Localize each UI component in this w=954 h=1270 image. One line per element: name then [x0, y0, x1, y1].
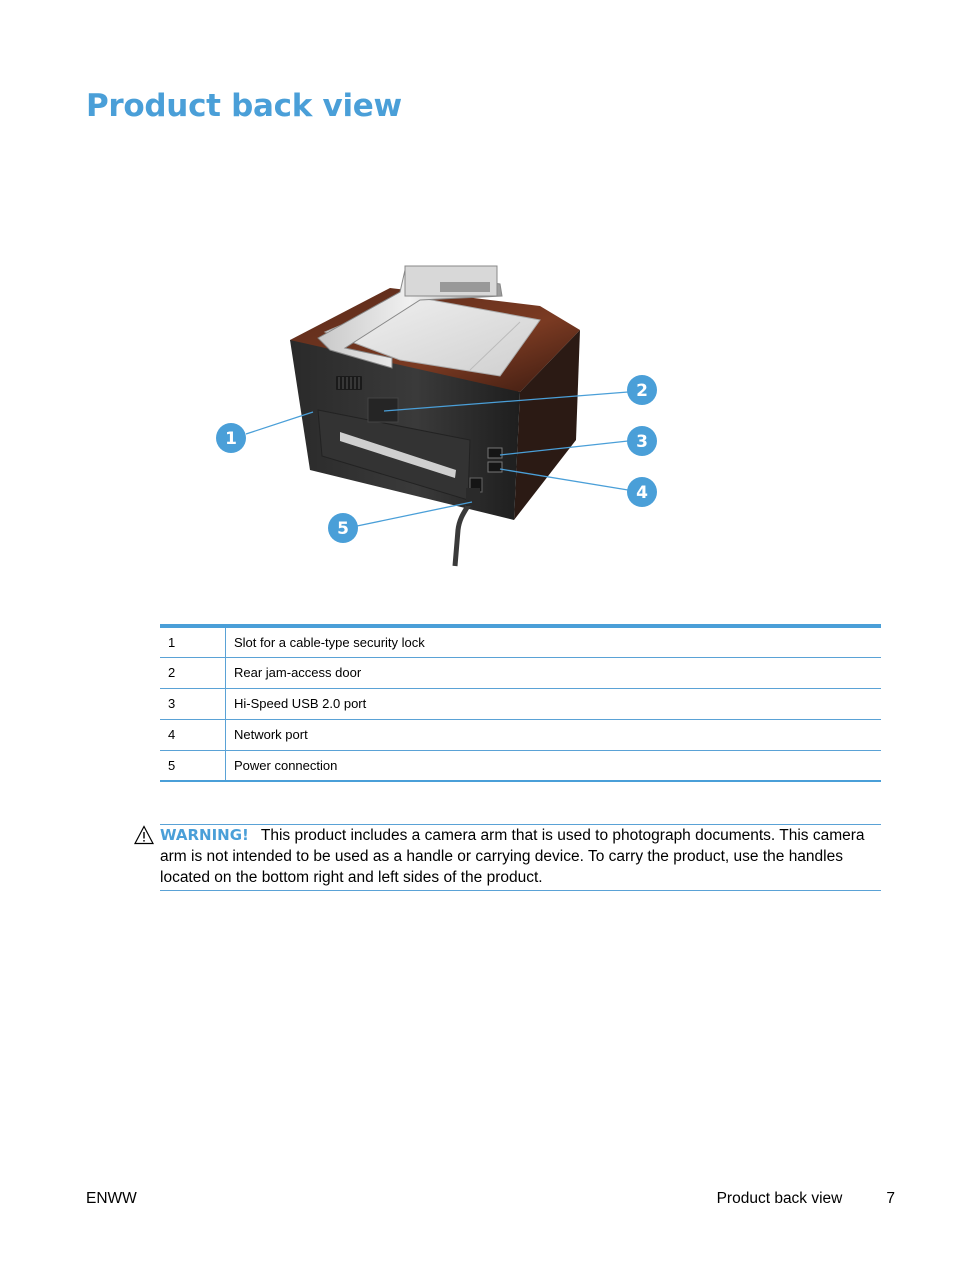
svg-text:2: 2 — [636, 381, 648, 401]
footer-right — [717, 1190, 895, 1208]
table-row — [160, 688, 881, 719]
page-number: 7 — [886, 1190, 895, 1207]
warning-note — [160, 824, 881, 891]
table-row — [160, 750, 881, 781]
svg-text:1: 1 — [225, 429, 237, 449]
part-description: Network port — [226, 719, 882, 750]
footer-left: ENWW — [86, 1190, 137, 1207]
callout-1 — [216, 423, 246, 453]
warning-text: This product includes a camera arm that is used to photograph documents. This camera arm is not intended to be used as a handle or carrying device. To carry the product, use the handles located on the bottom right and left sides of the product. — [160, 827, 865, 886]
callout-2 — [627, 375, 657, 405]
leader-line-5 — [357, 502, 472, 526]
table-row — [160, 657, 881, 688]
part-number: 5 — [160, 750, 226, 781]
part-description: Slot for a cable-type security lock — [226, 626, 882, 657]
part-number: 1 — [160, 626, 226, 657]
part-description: Rear jam-access door — [226, 657, 882, 688]
svg-text:5: 5 — [337, 519, 349, 539]
part-description: Power connection — [226, 750, 882, 781]
warning-label: WARNING! — [160, 826, 249, 844]
part-number: 2 — [160, 657, 226, 688]
footer-section: Product back view — [716, 1190, 843, 1207]
printer-back-illustration — [0, 0, 954, 620]
part-description: Hi-Speed USB 2.0 port — [226, 688, 882, 719]
callout-5 — [328, 513, 358, 543]
svg-text:4: 4 — [636, 483, 648, 503]
table-row — [160, 626, 881, 657]
part-number: 3 — [160, 688, 226, 719]
table-row — [160, 719, 881, 750]
callout-4 — [627, 477, 657, 507]
part-number: 4 — [160, 719, 226, 750]
page-title: Product back view — [86, 88, 402, 124]
warning-triangle-icon — [134, 825, 154, 845]
svg-text:3: 3 — [636, 432, 648, 452]
parts-table — [160, 624, 881, 782]
callout-3 — [627, 426, 657, 456]
